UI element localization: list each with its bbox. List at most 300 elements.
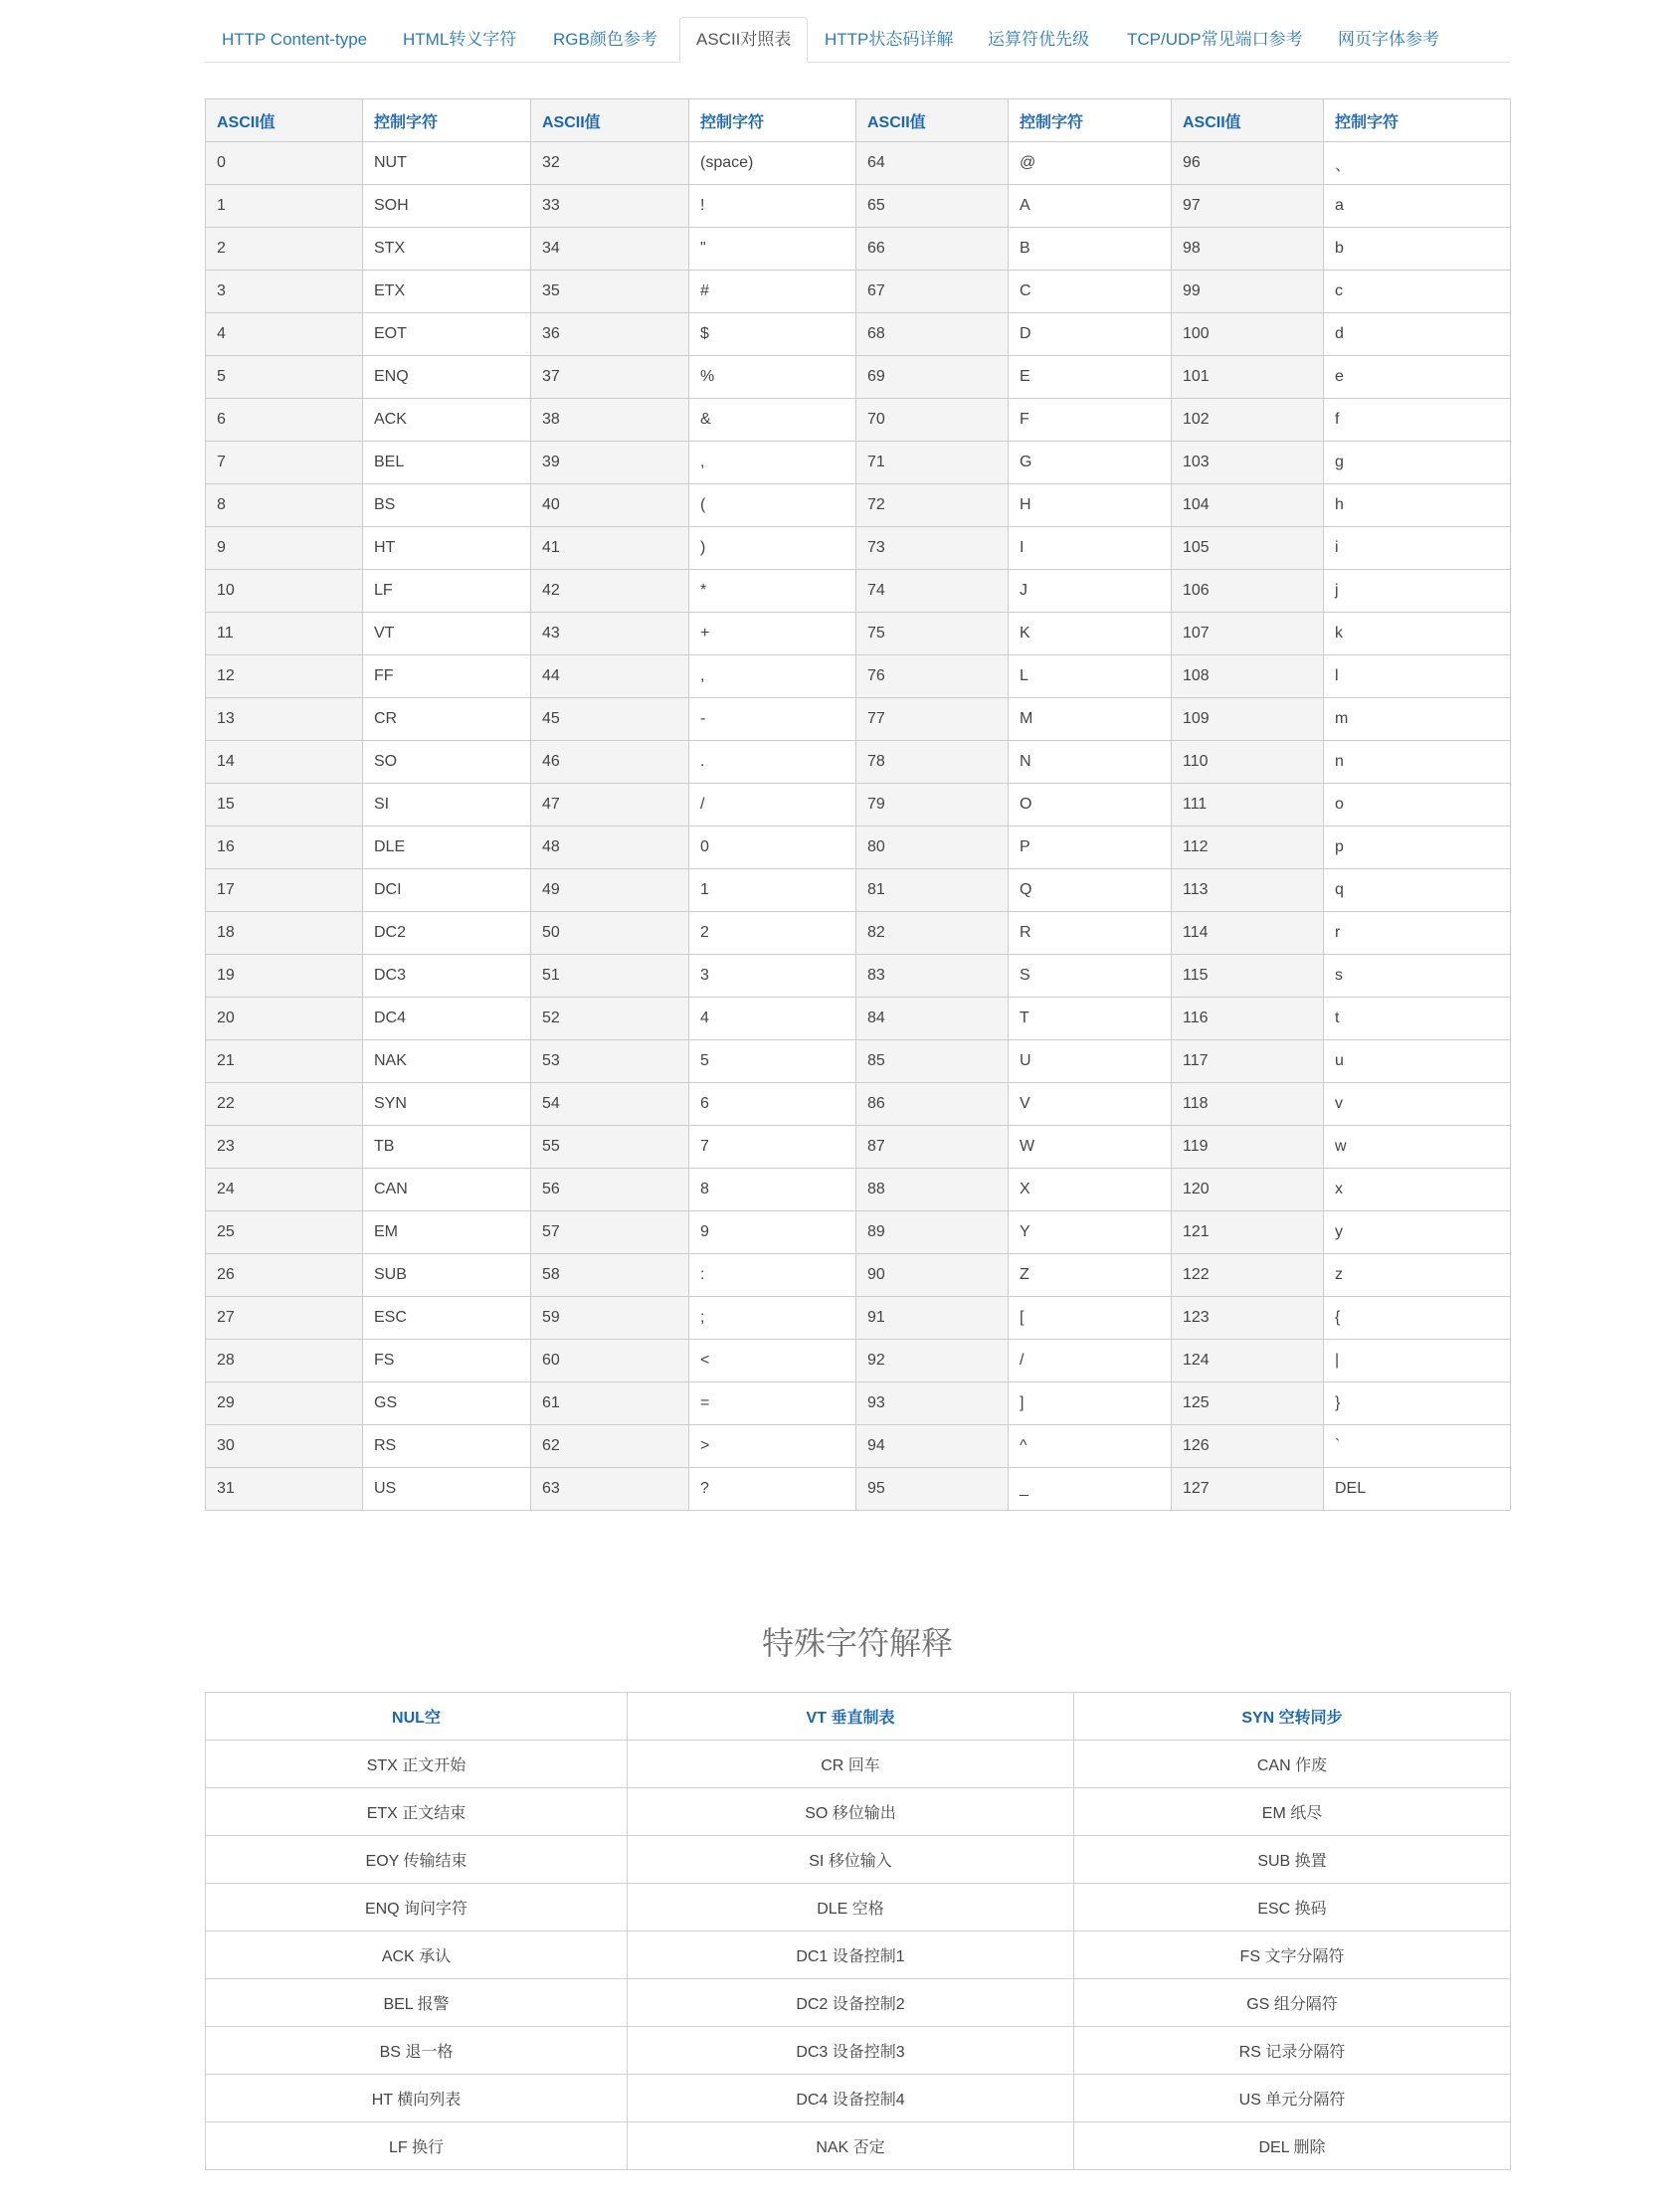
ascii-value-cell: 5 [206,356,363,399]
control-char-cell: SI [363,784,531,827]
ascii-value-cell: 82 [856,912,1009,955]
control-char-cell: $ [689,313,856,356]
ascii-value-cell: 125 [1172,1382,1324,1425]
ascii-value-cell: 16 [206,827,363,869]
special-char-cell: DC1 设备控制1 [628,1931,1074,1979]
table-row [206,1297,1511,1340]
special-char-cell: GS 组分隔符 [1074,1979,1511,2027]
ascii-value-cell: 81 [856,869,1009,912]
special-char-cell: ETX 正文结束 [206,1788,628,1836]
control-char-cell: ! [689,185,856,228]
header-control-char: 控制字符 [363,99,531,142]
control-char-cell: " [689,228,856,271]
header-control-char: 控制字符 [1324,99,1511,142]
control-char-cell: BEL [363,442,531,484]
special-char-cell: SO 移位输出 [628,1788,1074,1836]
tab-rgb-colors[interactable]: RGB颜色参考 [553,30,657,49]
control-char-cell: LF [363,570,531,613]
ascii-value-cell: 102 [1172,399,1324,442]
control-char-cell: f [1324,399,1511,442]
table-row [206,741,1511,784]
ascii-value-cell: 14 [206,741,363,784]
ascii-value-cell: 94 [856,1425,1009,1468]
ascii-value-cell: 96 [1172,142,1324,185]
control-char-cell: D [1009,313,1172,356]
table-row [206,655,1511,698]
table-row [206,698,1511,741]
ascii-value-cell: 70 [856,399,1009,442]
control-char-cell: DLE [363,827,531,869]
ascii-value-cell: 6 [206,399,363,442]
ascii-value-cell: 123 [1172,1297,1324,1340]
ascii-value-cell: 55 [531,1126,689,1169]
control-char-cell: ] [1009,1382,1172,1425]
table-row [206,1211,1511,1254]
tab-http-content-type[interactable]: HTTP Content-type [222,30,368,49]
control-char-cell: 、 [1324,142,1511,185]
ascii-value-cell: 101 [1172,356,1324,399]
ascii-value-cell: 93 [856,1382,1009,1425]
tab-ascii-table[interactable]: ASCII对照表 [679,17,808,63]
ascii-value-cell: 95 [856,1468,1009,1511]
ascii-value-cell: 72 [856,484,1009,527]
control-char-cell: GS [363,1382,531,1425]
control-char-cell: FS [363,1340,531,1382]
control-char-cell: NAK [363,1040,531,1083]
table-row [206,784,1511,827]
ascii-value-cell: 91 [856,1297,1009,1340]
control-char-cell: , [689,655,856,698]
ascii-value-cell: 88 [856,1169,1009,1211]
ascii-value-cell: 126 [1172,1425,1324,1468]
ascii-value-cell: 2 [206,228,363,271]
ascii-value-cell: 110 [1172,741,1324,784]
control-char-cell: : [689,1254,856,1297]
ascii-value-cell: 63 [531,1468,689,1511]
control-char-cell: N [1009,741,1172,784]
ascii-value-cell: 98 [1172,228,1324,271]
special-char-cell: CAN 作废 [1074,1741,1511,1788]
special-char-cell: BS 退一格 [206,2027,628,2075]
special-char-cell: CR 回车 [628,1741,1074,1788]
ascii-value-cell: 80 [856,827,1009,869]
control-char-cell: { [1324,1297,1511,1340]
control-char-cell: Y [1009,1211,1172,1254]
table-row [206,2075,1511,2122]
control-char-cell: e [1324,356,1511,399]
control-char-cell: } [1324,1382,1511,1425]
table-row [206,1425,1511,1468]
ascii-value-cell: 53 [531,1040,689,1083]
ascii-value-cell: 54 [531,1083,689,1126]
control-char-cell: E [1009,356,1172,399]
control-char-cell: R [1009,912,1172,955]
tab-bar [205,17,1510,63]
table-row [206,2027,1511,2075]
special-char-cell: BEL 报警 [206,1979,628,2027]
special-char-cell: ENQ 询问字符 [206,1884,628,1931]
special-char-cell: DEL 删除 [1074,2122,1511,2170]
header-ascii-value: ASCII值 [856,99,1009,142]
control-char-cell: (space) [689,142,856,185]
ascii-value-cell: 58 [531,1254,689,1297]
special-char-cell: DC2 设备控制2 [628,1979,1074,2027]
ascii-value-cell: 32 [531,142,689,185]
ascii-value-cell: 69 [856,356,1009,399]
control-char-cell: . [689,741,856,784]
special-header-cell: VT 垂直制表 [628,1693,1074,1741]
control-char-cell: ` [1324,1425,1511,1468]
table-row [206,955,1511,998]
ascii-value-cell: 64 [856,142,1009,185]
control-char-cell: + [689,613,856,655]
control-char-cell: SUB [363,1254,531,1297]
ascii-value-cell: 59 [531,1297,689,1340]
special-char-cell: NAK 否定 [628,2122,1074,2170]
table-row [206,1884,1511,1931]
control-char-cell: h [1324,484,1511,527]
control-char-cell: # [689,271,856,313]
ascii-value-cell: 85 [856,1040,1009,1083]
control-char-cell: FF [363,655,531,698]
control-char-cell: t [1324,998,1511,1040]
ascii-value-cell: 9 [206,527,363,570]
table-row [206,185,1511,228]
header-control-char: 控制字符 [689,99,856,142]
ascii-table-header [206,99,1511,142]
control-char-cell: RS [363,1425,531,1468]
table-row [206,1382,1511,1425]
ascii-value-cell: 37 [531,356,689,399]
header-ascii-value: ASCII值 [531,99,689,142]
control-char-cell: > [689,1425,856,1468]
ascii-value-cell: 11 [206,613,363,655]
ascii-value-cell: 20 [206,998,363,1040]
ascii-value-cell: 46 [531,741,689,784]
table-row [206,1340,1511,1382]
control-char-cell: EOT [363,313,531,356]
control-char-cell: V [1009,1083,1172,1126]
ascii-value-cell: 89 [856,1211,1009,1254]
special-char-cell: DC4 设备控制4 [628,2075,1074,2122]
control-char-cell: STX [363,228,531,271]
control-char-cell: CAN [363,1169,531,1211]
special-char-cell: SUB 换置 [1074,1836,1511,1884]
table-row [206,1741,1511,1788]
control-char-cell: % [689,356,856,399]
ascii-value-cell: 8 [206,484,363,527]
special-table-header [206,1693,1511,1741]
ascii-value-cell: 28 [206,1340,363,1382]
control-char-cell: BS [363,484,531,527]
control-char-cell: 1 [689,869,856,912]
control-char-cell: 4 [689,998,856,1040]
ascii-value-cell: 60 [531,1340,689,1382]
control-char-cell: 5 [689,1040,856,1083]
control-char-cell: j [1324,570,1511,613]
table-row [206,2122,1511,2170]
special-char-cell: LF 换行 [206,2122,628,2170]
ascii-value-cell: 87 [856,1126,1009,1169]
special-char-cell: FS 文字分隔符 [1074,1931,1511,1979]
control-char-cell: G [1009,442,1172,484]
control-char-cell: SYN [363,1083,531,1126]
control-char-cell: q [1324,869,1511,912]
control-char-cell: s [1324,955,1511,998]
ascii-value-cell: 68 [856,313,1009,356]
section-title: 特殊字符解释 [761,1625,953,1661]
table-row [206,1788,1511,1836]
ascii-value-cell: 71 [856,442,1009,484]
control-char-cell: d [1324,313,1511,356]
control-char-cell: ESC [363,1297,531,1340]
control-char-cell: T [1009,998,1172,1040]
ascii-value-cell: 21 [206,1040,363,1083]
control-char-cell: Z [1009,1254,1172,1297]
special-char-cell: STX 正文开始 [206,1741,628,1788]
control-char-cell: k [1324,613,1511,655]
table-row [206,313,1511,356]
ascii-value-cell: 108 [1172,655,1324,698]
control-char-cell: < [689,1340,856,1382]
ascii-value-cell: 4 [206,313,363,356]
ascii-value-cell: 38 [531,399,689,442]
table-row [206,613,1511,655]
special-char-cell: ACK 承认 [206,1931,628,1979]
control-char-cell: B [1009,228,1172,271]
ascii-value-cell: 65 [856,185,1009,228]
ascii-value-cell: 52 [531,998,689,1040]
control-char-cell: X [1009,1169,1172,1211]
control-char-cell: DCI [363,869,531,912]
ascii-value-cell: 57 [531,1211,689,1254]
ascii-value-cell: 7 [206,442,363,484]
control-char-cell: n [1324,741,1511,784]
ascii-value-cell: 25 [206,1211,363,1254]
header-ascii-value: ASCII值 [206,99,363,142]
control-char-cell: 6 [689,1083,856,1126]
ascii-value-cell: 77 [856,698,1009,741]
control-char-cell: @ [1009,142,1172,185]
ascii-value-cell: 112 [1172,827,1324,869]
ascii-value-cell: 83 [856,955,1009,998]
control-char-cell: 7 [689,1126,856,1169]
special-char-cell: ESC 换码 [1074,1884,1511,1931]
ascii-value-cell: 15 [206,784,363,827]
control-char-cell: K [1009,613,1172,655]
ascii-value-cell: 43 [531,613,689,655]
special-char-cell: DLE 空格 [628,1884,1074,1931]
ascii-value-cell: 10 [206,570,363,613]
ascii-value-cell: 124 [1172,1340,1324,1382]
ascii-value-cell: 44 [531,655,689,698]
control-char-cell: TB [363,1126,531,1169]
control-char-cell: 8 [689,1169,856,1211]
table-row [206,1083,1511,1126]
control-char-cell: SO [363,741,531,784]
control-char-cell: U [1009,1040,1172,1083]
ascii-value-cell: 34 [531,228,689,271]
table-row [206,356,1511,399]
ascii-value-cell: 76 [856,655,1009,698]
ascii-value-cell: 97 [1172,185,1324,228]
control-char-cell: ) [689,527,856,570]
ascii-value-cell: 67 [856,271,1009,313]
table-row [206,570,1511,613]
table-row [206,271,1511,313]
ascii-value-cell: 27 [206,1297,363,1340]
tab-web-fonts[interactable]: 网页字体参考 [1338,30,1439,49]
control-char-cell: 0 [689,827,856,869]
control-char-cell: ( [689,484,856,527]
special-char-cell: EOY 传输结束 [206,1836,628,1884]
control-char-cell: [ [1009,1297,1172,1340]
tab-operator-precedence[interactable]: 运算符优先级 [988,30,1089,49]
table-row [206,527,1511,570]
ascii-value-cell: 115 [1172,955,1324,998]
control-char-cell: DC2 [363,912,531,955]
control-char-cell: Q [1009,869,1172,912]
control-char-cell: p [1324,827,1511,869]
control-char-cell: g [1324,442,1511,484]
ascii-value-cell: 31 [206,1468,363,1511]
control-char-cell: / [689,784,856,827]
control-char-cell: , [689,442,856,484]
ascii-table [205,98,1511,1511]
table-row [206,228,1511,271]
ascii-value-cell: 113 [1172,869,1324,912]
control-char-cell: ? [689,1468,856,1511]
control-char-cell: I [1009,527,1172,570]
control-char-cell: / [1009,1340,1172,1382]
table-row [206,998,1511,1040]
ascii-value-cell: 23 [206,1126,363,1169]
ascii-value-cell: 51 [531,955,689,998]
ascii-value-cell: 47 [531,784,689,827]
tab-tcp-udp-ports[interactable]: TCP/UDP常见端口参考 [1127,30,1303,49]
control-char-cell: b [1324,228,1511,271]
ascii-value-cell: 100 [1172,313,1324,356]
control-char-cell: * [689,570,856,613]
control-char-cell: ACK [363,399,531,442]
ascii-value-cell: 84 [856,998,1009,1040]
special-char-cell: HT 横向列表 [206,2075,628,2122]
ascii-value-cell: 56 [531,1169,689,1211]
control-char-cell: O [1009,784,1172,827]
control-char-cell: = [689,1382,856,1425]
ascii-value-cell: 42 [531,570,689,613]
table-row [206,1169,1511,1211]
control-char-cell: m [1324,698,1511,741]
ascii-value-cell: 105 [1172,527,1324,570]
special-char-cell: EM 纸尽 [1074,1788,1511,1836]
ascii-value-cell: 49 [531,869,689,912]
ascii-value-cell: 104 [1172,484,1324,527]
tab-html-escape[interactable]: HTML转义字符 [403,30,517,49]
ascii-value-cell: 17 [206,869,363,912]
ascii-value-cell: 0 [206,142,363,185]
special-header-cell: NUL空 [206,1693,628,1741]
ascii-value-cell: 30 [206,1425,363,1468]
table-row [206,1040,1511,1083]
control-char-cell: y [1324,1211,1511,1254]
ascii-value-cell: 109 [1172,698,1324,741]
table-row [206,827,1511,869]
control-char-cell: ^ [1009,1425,1172,1468]
control-char-cell: C [1009,271,1172,313]
control-char-cell: NUT [363,142,531,185]
special-char-cell: SI 移位输入 [628,1836,1074,1884]
table-row [206,442,1511,484]
control-char-cell: A [1009,185,1172,228]
ascii-value-cell: 62 [531,1425,689,1468]
ascii-value-cell: 122 [1172,1254,1324,1297]
table-row [206,399,1511,442]
ascii-value-cell: 24 [206,1169,363,1211]
control-char-cell: u [1324,1040,1511,1083]
ascii-value-cell: 99 [1172,271,1324,313]
ascii-value-cell: 1 [206,185,363,228]
ascii-value-cell: 19 [206,955,363,998]
ascii-value-cell: 39 [531,442,689,484]
control-char-cell: CR [363,698,531,741]
control-char-cell: a [1324,185,1511,228]
ascii-value-cell: 121 [1172,1211,1324,1254]
table-row [206,912,1511,955]
control-char-cell: DEL [1324,1468,1511,1511]
control-char-cell: l [1324,655,1511,698]
control-char-cell: J [1009,570,1172,613]
header-control-char: 控制字符 [1009,99,1172,142]
ascii-value-cell: 111 [1172,784,1324,827]
ascii-value-cell: 127 [1172,1468,1324,1511]
ascii-value-cell: 45 [531,698,689,741]
ascii-value-cell: 48 [531,827,689,869]
ascii-value-cell: 118 [1172,1083,1324,1126]
special-char-cell: DC3 设备控制3 [628,2027,1074,2075]
ascii-value-cell: 106 [1172,570,1324,613]
ascii-value-cell: 22 [206,1083,363,1126]
control-char-cell: HT [363,527,531,570]
control-char-cell: S [1009,955,1172,998]
control-char-cell: W [1009,1126,1172,1169]
control-char-cell: | [1324,1340,1511,1382]
ascii-value-cell: 40 [531,484,689,527]
ascii-value-cell: 33 [531,185,689,228]
special-char-cell: RS 记录分隔符 [1074,2027,1511,2075]
ascii-value-cell: 79 [856,784,1009,827]
control-char-cell: x [1324,1169,1511,1211]
ascii-value-cell: 86 [856,1083,1009,1126]
table-row [206,1126,1511,1169]
ascii-value-cell: 26 [206,1254,363,1297]
header-ascii-value: ASCII值 [1172,99,1324,142]
ascii-value-cell: 36 [531,313,689,356]
table-row [206,484,1511,527]
control-char-cell: - [689,698,856,741]
control-char-cell: 9 [689,1211,856,1254]
control-char-cell: _ [1009,1468,1172,1511]
ascii-value-cell: 78 [856,741,1009,784]
tab-http-status[interactable]: HTTP状态码详解 [825,30,954,49]
control-char-cell: 3 [689,955,856,998]
ascii-value-cell: 114 [1172,912,1324,955]
control-char-cell: ENQ [363,356,531,399]
control-char-cell: ETX [363,271,531,313]
ascii-value-cell: 61 [531,1382,689,1425]
ascii-value-cell: 73 [856,527,1009,570]
control-char-cell: v [1324,1083,1511,1126]
